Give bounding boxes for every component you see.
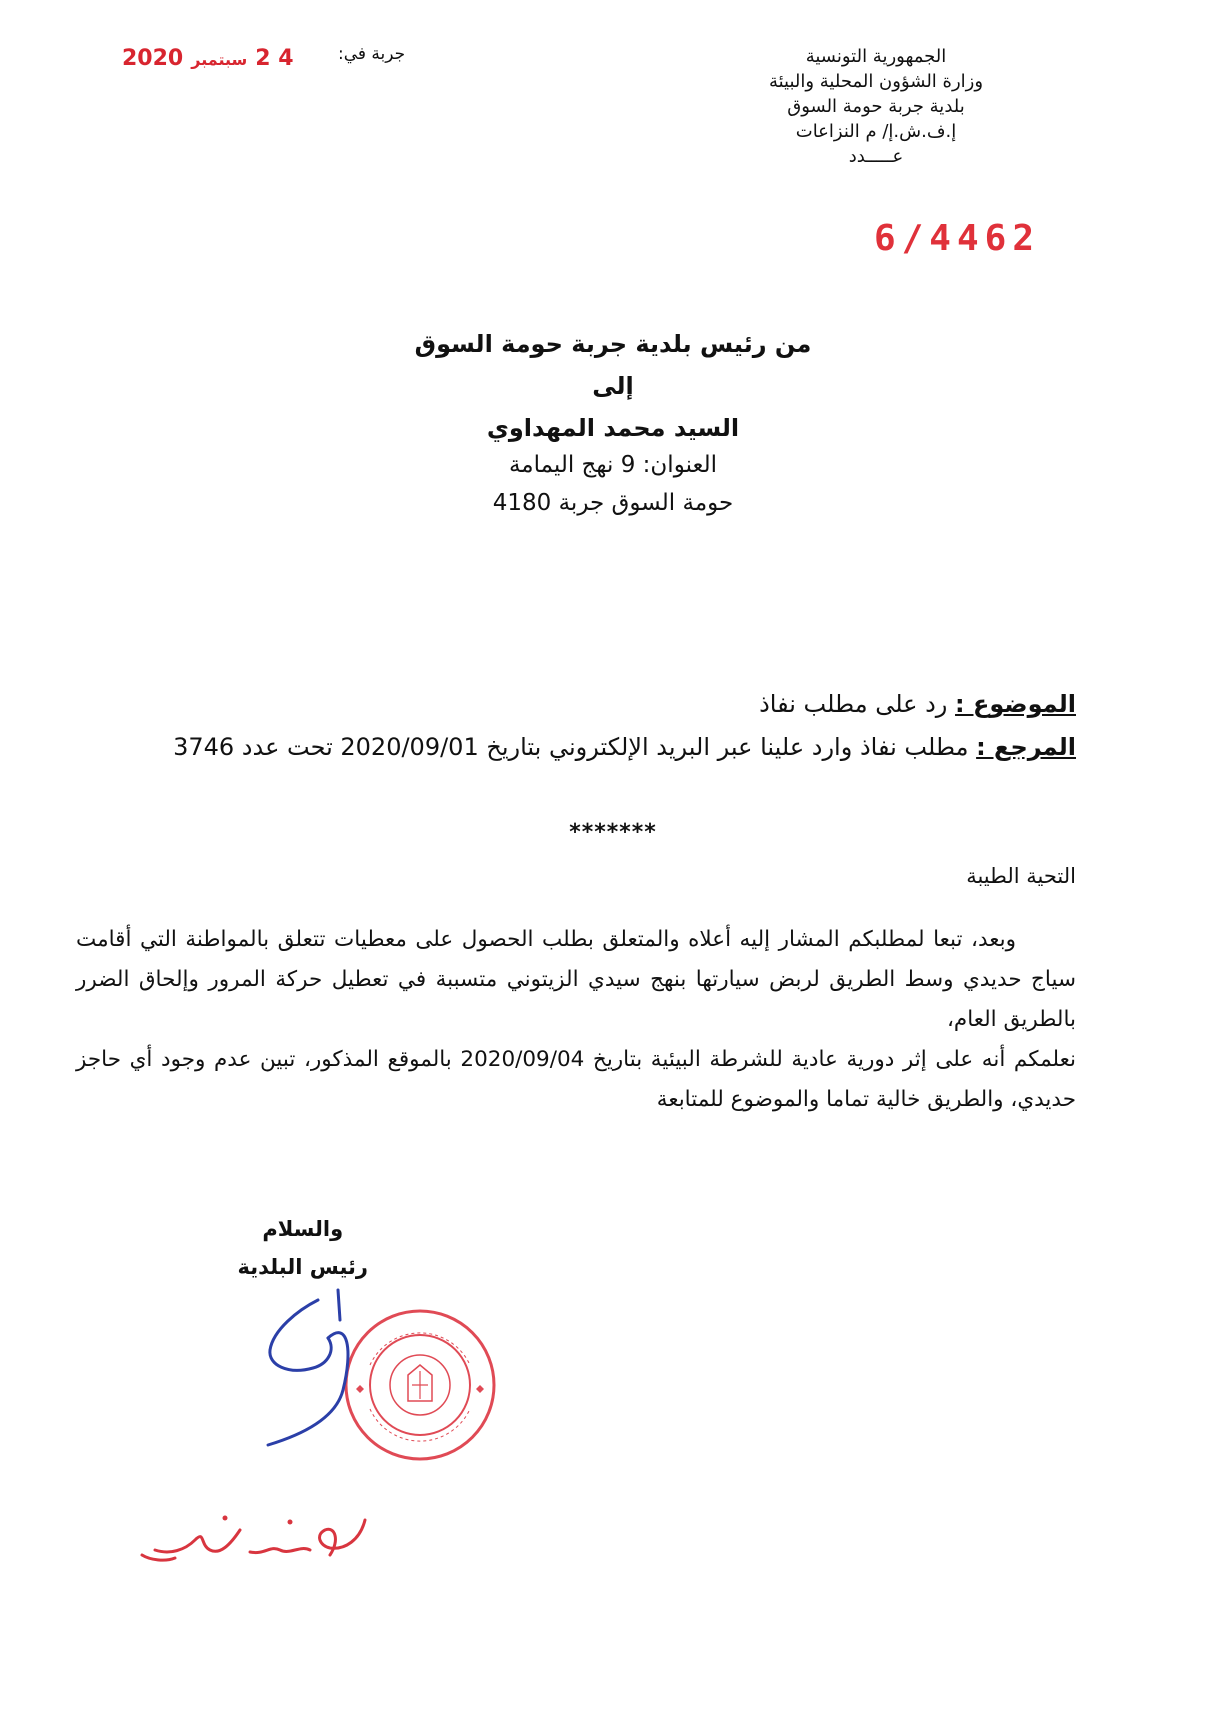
letterhead-line-municipality: بلدية جربة حومة السوق	[787, 96, 965, 117]
reference-label: المرجع :	[976, 733, 1076, 761]
date-stamp-day: 2 4	[255, 46, 294, 71]
closing-block	[237, 1210, 368, 1286]
date-stamp	[122, 46, 294, 71]
body-paragraph-1: وبعد، تبعا لمطلبكم المشار إليه أعلاه والمتعلق بطلب الحصول على معطيات تتعلق بالمواطنة التي أقامت سياج حديدي وسط الطريق لربض سيارتها بنهج سيدي الزيتوني متسببة في تعطيل حركة المرور وإلحاق الضرر بالطريق العام،	[76, 927, 1076, 1032]
greeting: التحية الطيبة	[966, 864, 1076, 888]
place-label: جربة في:	[338, 44, 406, 64]
subject-text: رد على مطلب نفاذ	[759, 690, 948, 718]
recipient-name: السيد محمد المهداوي	[486, 414, 740, 442]
reference-number-stamp: 6/4462	[873, 218, 1040, 259]
letterhead	[696, 44, 1056, 169]
letterhead-line-republic: الجمهورية التونسية	[805, 46, 947, 67]
letterhead-line-ministry: وزارة الشؤون المحلية والبيئة	[768, 71, 984, 92]
sender-line: من رئيس بلدية جربة حومة السوق	[414, 330, 812, 358]
letterhead-line-number-label: عـــــدد	[848, 146, 904, 167]
subject-label: الموضوع :	[955, 690, 1076, 718]
body-paragraph-2: نعلمكم أنه على إثر دورية عادية للشرطة البيئية بتاريخ 2020/09/04 بالموقع المذكور، تبين عدم وجود أي حاجز حديدي، والطريق خالية تماما والموضوع للمتابعة	[76, 1047, 1076, 1112]
letter-body	[76, 920, 1076, 1120]
date-stamp-year: 2020	[122, 46, 184, 71]
letterhead-line-department: إ.ف.ش.إ/ م النزاعات	[795, 121, 957, 142]
separator: *******	[569, 820, 657, 845]
reference-line	[173, 733, 1076, 761]
addressee-block	[0, 330, 1226, 528]
signature-icon	[258, 1280, 428, 1460]
reference-text: مطلب نفاذ وارد علينا عبر البريد الإلكتروني بتاريخ 2020/09/01 تحت عدد 3746	[173, 733, 969, 761]
recipient-address: العنوان: 9 نهج اليمامة	[508, 452, 718, 478]
to-label: إلى	[592, 372, 634, 400]
subject-line	[759, 690, 1076, 718]
closing-title: رئيس البلدية	[237, 1255, 368, 1279]
recipient-city: حومة السوق جربة 4180	[492, 490, 734, 516]
date-stamp-month: سبتمبر	[191, 50, 248, 69]
closing-salutation: والسلام	[262, 1217, 344, 1241]
handwritten-name-icon	[130, 1500, 380, 1580]
